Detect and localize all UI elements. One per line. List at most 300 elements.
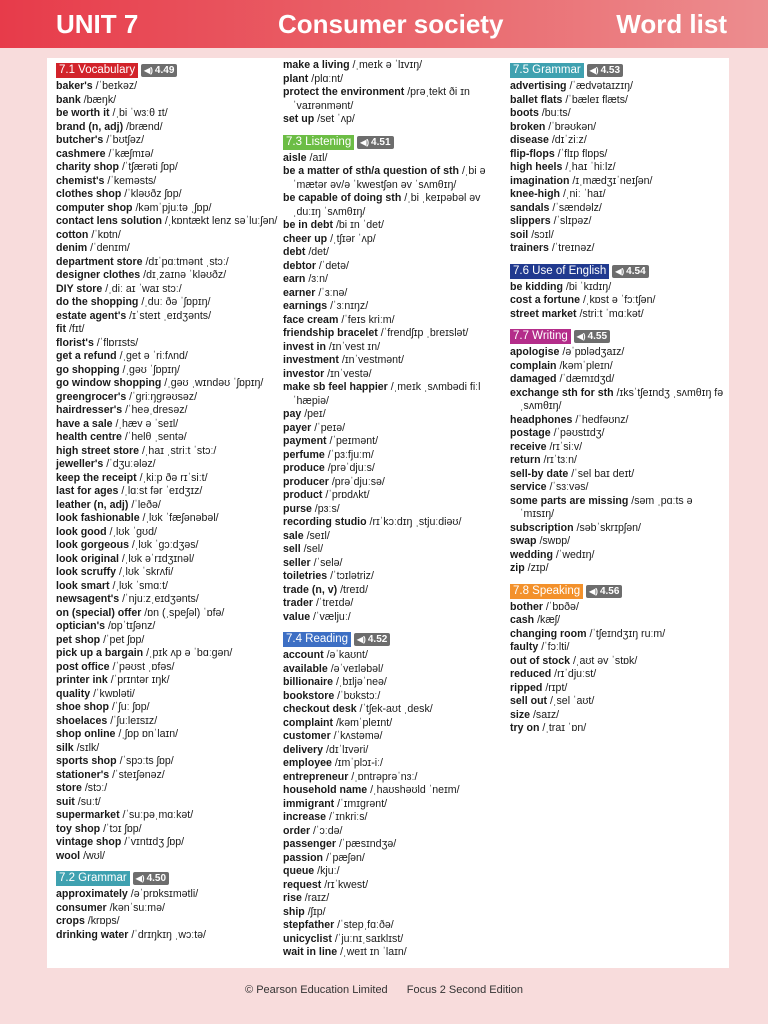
word-entry	[56, 431, 281, 445]
section-header	[510, 63, 725, 78]
section-header	[283, 632, 508, 647]
pronunciation: /bæŋk/	[80, 93, 117, 106]
word-entry	[283, 570, 508, 584]
word: high heels	[510, 161, 563, 173]
word: earn	[283, 273, 306, 285]
word-entry	[56, 607, 281, 621]
speaker-icon: ◀)	[135, 874, 145, 883]
word-entry	[56, 769, 281, 783]
column-2	[283, 58, 508, 968]
word: have a sale	[56, 417, 113, 430]
pronunciation: /ɒpˈtɪʃənz/	[105, 620, 156, 632]
word: order	[283, 824, 311, 837]
word-entry	[283, 933, 508, 947]
word: household name	[283, 784, 368, 796]
audio-track-badge[interactable]	[133, 872, 169, 885]
word-entry	[283, 879, 508, 893]
word-entry	[283, 516, 508, 530]
pronunciation: /fɪt/	[66, 323, 85, 335]
pronunciation: /ˈtʃek-aʊt ˌdesk/	[356, 703, 433, 715]
word-entry	[510, 655, 725, 669]
section-label: 7.1 Vocabulary	[56, 63, 138, 78]
word-entry	[283, 113, 508, 127]
word-entry	[510, 549, 725, 563]
word: silk	[56, 741, 74, 754]
pronunciation: /ˌbi ˌkeɪpəbəl əv ˌduːɪŋ ˈsʌmθɪŋ/	[293, 192, 481, 218]
pronunciation: /ɪˌmædʒɪˈneɪʃən/	[569, 174, 653, 187]
pronunciation: /ˌlʊk ˈgɔːdʒəs/	[128, 539, 199, 551]
pronunciation: /sɪlk/	[73, 741, 100, 754]
word-entry	[283, 838, 508, 852]
pronunciation: /buːts/	[538, 107, 571, 119]
word: go window shopping	[56, 377, 162, 389]
word-entry	[283, 744, 508, 758]
word: payer	[283, 421, 312, 434]
word: computer shop	[56, 201, 133, 214]
word-entry	[283, 798, 508, 812]
pronunciation: /ˈfɔːlti/	[538, 641, 570, 653]
word-entry	[510, 242, 725, 256]
pronunciation: /ˈtreɪdə/	[313, 597, 354, 609]
pronunciation: /ˈselə/	[310, 556, 343, 569]
word-entry	[283, 717, 508, 731]
word-entry	[56, 634, 281, 648]
pronunciation: /rɪˈtɜːn/	[540, 454, 577, 466]
pronunciation: /ˌkɒst ə ˈfɔːtʃən/	[580, 294, 656, 306]
pronunciation: /ˈprɒdʌkt/	[322, 489, 370, 501]
word: knee-high	[510, 188, 561, 200]
word: protect the environment	[283, 86, 405, 98]
word-entry	[283, 892, 508, 906]
word-entry	[510, 709, 725, 723]
word-entry	[283, 611, 508, 625]
pronunciation: /dɪˈlɪvəri/	[323, 743, 369, 756]
pronunciation: /ˈpeɪə/	[311, 421, 346, 434]
word: bank	[56, 93, 81, 106]
word-entry	[56, 458, 281, 472]
word-entry	[56, 283, 281, 297]
speaker-icon: ◀)	[357, 635, 366, 644]
word: wedding	[510, 548, 553, 561]
pronunciation: /ˈʃuːleɪsɪz/	[107, 714, 158, 727]
audio-track-badge[interactable]	[357, 136, 393, 149]
audio-track-badge[interactable]	[612, 265, 648, 278]
audio-track-badge[interactable]	[586, 585, 622, 598]
pronunciation: /ˈsændəlz/	[549, 201, 602, 214]
pronunciation: /ˌlʊk əˈrɪdʒɪnəl/	[118, 552, 195, 565]
word: produce	[283, 462, 325, 474]
pronunciation: /ˈpɜːfjuːm/	[324, 448, 374, 461]
word: passion	[283, 851, 324, 864]
word-entry	[510, 495, 725, 522]
word: boots	[510, 107, 539, 119]
audio-track-badge[interactable]	[354, 633, 390, 646]
word: disease	[510, 134, 549, 146]
pronunciation: /ˌtraɪ ˈɒn/	[539, 722, 587, 734]
word-entry	[56, 674, 281, 688]
section-header	[283, 135, 508, 150]
section-header	[56, 63, 281, 78]
word-entry	[510, 107, 725, 121]
word: employee	[283, 757, 332, 769]
page-header	[0, 0, 768, 48]
section-header	[510, 329, 725, 344]
word-entry	[56, 337, 281, 351]
word-entry	[56, 364, 281, 378]
section-useofenglish	[510, 264, 725, 322]
pronunciation: /ˌtʃɪər ˈʌp/	[327, 232, 376, 245]
word-entry	[56, 215, 281, 229]
word: checkout desk	[283, 703, 357, 715]
word: delivery	[283, 743, 324, 756]
word: investor	[283, 367, 325, 380]
word-entry	[56, 888, 281, 902]
word-entry	[283, 314, 508, 328]
word-entry	[510, 80, 725, 94]
pronunciation: /ˌhaɪ ˌstriːt ˈstɔː/	[139, 444, 217, 457]
pronunciation: /ɪmˈplɔɪ-iː/	[331, 757, 383, 769]
word-entry	[510, 641, 725, 655]
pronunciation: /swɒp/	[536, 535, 571, 547]
pronunciation: /bi ˈkɪdɪŋ/	[562, 280, 612, 293]
pronunciation: /əˈveɪləbəl/	[327, 662, 384, 675]
word: trainers	[510, 242, 549, 254]
word-entry	[56, 377, 281, 391]
word: damaged	[510, 373, 557, 385]
audio-track-badge[interactable]	[587, 64, 623, 77]
word: high street store	[56, 444, 140, 457]
word: cashmere	[56, 147, 106, 160]
pronunciation: /ˈbeɪkəz/	[92, 80, 138, 92]
word: advertising	[510, 80, 567, 92]
pronunciation: /ˈdetə/	[315, 259, 349, 272]
pronunciation: /ˈkɒtn/	[88, 228, 121, 241]
word: earner	[283, 286, 316, 299]
pronunciation: /ˈɪmɪgrənt/	[334, 797, 388, 810]
word: florist's	[56, 336, 94, 349]
word-entry	[510, 202, 725, 216]
pronunciation: /det/	[305, 246, 329, 258]
pronunciation: /ˈbrəʊkən/	[545, 120, 597, 133]
word-entry	[283, 663, 508, 677]
pronunciation: /ˈsteɪʃənəz/	[109, 768, 165, 781]
pronunciation: /ˌpɪk ʌp ə ˈbɑːgən/	[143, 647, 233, 659]
pronunciation: /kæʃ/	[534, 614, 561, 626]
pronunciation: /ˈnjuːzˌeɪdʒənts/	[119, 593, 199, 605]
word: faulty	[510, 641, 539, 653]
speaker-icon: ◀)	[576, 332, 586, 341]
pronunciation: /prəˌtekt ði ɪnˈvaɪrənmənt/	[293, 86, 470, 112]
word: be kidding	[510, 280, 563, 293]
word: supermarket	[56, 809, 120, 821]
word: apologise	[510, 346, 560, 358]
word: jeweller's	[56, 458, 104, 470]
word: soil	[510, 228, 529, 241]
audio-track-number: 4.53	[600, 65, 621, 76]
word: be capable of doing sth	[283, 192, 402, 204]
word-entry	[283, 287, 508, 301]
word-entry	[283, 435, 508, 449]
word: earnings	[283, 300, 328, 312]
word-entry	[283, 233, 508, 247]
word-entry	[283, 300, 508, 314]
word: imagination	[510, 174, 570, 187]
pronunciation: /suːt/	[74, 795, 101, 808]
word-entry	[510, 414, 725, 428]
audio-track-number: 4.50	[146, 873, 167, 884]
word: clothes shop	[56, 188, 122, 200]
word: stepfather	[283, 919, 335, 931]
word-entry	[510, 229, 725, 243]
word-entry	[283, 192, 508, 219]
word: ripped	[510, 681, 543, 694]
word-entry	[56, 728, 281, 742]
pronunciation: /ˌlʊk ˈskrʌfi/	[116, 566, 174, 578]
pronunciation: /ˈkʌstəmə/	[330, 730, 383, 742]
word: wool	[56, 849, 81, 862]
word: be worth it	[56, 107, 110, 119]
section-reading	[283, 632, 508, 960]
word: get a refund	[56, 350, 117, 362]
word: slippers	[510, 215, 551, 227]
word-entry	[283, 690, 508, 704]
word-entry	[56, 915, 281, 929]
word-entry	[283, 246, 508, 260]
pronunciation: /ˈtʃærəti ʃɒp/	[119, 161, 178, 173]
word: broken	[510, 120, 546, 133]
word: toy shop	[56, 822, 101, 835]
word: available	[283, 662, 328, 675]
section-grammar75	[510, 63, 725, 256]
pronunciation: /dɪˌzaɪnə ˈkləʊðz/	[140, 269, 227, 281]
word: complaint	[283, 716, 334, 729]
word-entry	[56, 148, 281, 162]
pronunciation: /ˈkeməsts/	[104, 174, 157, 187]
word-entry	[56, 485, 281, 499]
word-entry	[283, 503, 508, 517]
word: look scruffy	[56, 566, 117, 578]
word: denim	[56, 242, 88, 254]
pronunciation: /ɜːn/	[305, 273, 328, 285]
word: receive	[510, 440, 547, 453]
pronunciation: /ˈpæʃən/	[323, 851, 365, 864]
word-entry	[283, 703, 508, 717]
word: sell	[283, 543, 301, 555]
word-entry	[510, 215, 725, 229]
unit-title: Consumer society	[278, 9, 504, 39]
word-entry	[56, 850, 281, 864]
word: approximately	[56, 888, 128, 900]
word: product	[283, 489, 323, 501]
pronunciation: /kəmˈpleɪnt/	[333, 716, 393, 729]
section-listening	[283, 135, 508, 625]
word-entry	[56, 661, 281, 675]
pronunciation: /ˈpəʊstɪdʒ/	[550, 427, 605, 439]
speaker-icon: ◀)	[589, 66, 599, 75]
word: shop online	[56, 728, 116, 740]
pronunciation: /ʃɪp/	[304, 905, 326, 918]
pronunciation: /ˈhelθ ˌsentə/	[121, 431, 187, 443]
word-entry	[56, 121, 281, 135]
word-entry	[510, 695, 725, 709]
pronunciation: /ˌbi ə ˈmætər əv/ə ˈkwestʃən əv ˈsʌmθɪŋ/	[293, 165, 486, 191]
word-entry	[283, 489, 508, 503]
word: health centre	[56, 431, 122, 443]
word: complain	[510, 359, 557, 372]
word: out of stock	[510, 654, 571, 667]
pronunciation: /ˈwedɪŋ/	[552, 548, 595, 561]
word: look good	[56, 525, 107, 538]
pronunciation: /aɪl/	[306, 151, 328, 164]
word: investment	[283, 354, 339, 366]
word: vintage shop	[56, 836, 122, 848]
word: drinking water	[56, 928, 129, 941]
word-entry	[56, 809, 281, 823]
word-entry	[510, 562, 725, 576]
word-entry	[283, 811, 508, 825]
word-entry	[510, 175, 725, 189]
word-entry	[56, 269, 281, 283]
word-entry	[510, 668, 725, 682]
word: cash	[510, 614, 535, 626]
word-entry	[56, 310, 281, 324]
word: on (special) offer	[56, 606, 142, 619]
word-entry	[283, 784, 508, 798]
pronunciation: /ˈkæʃmɪə/	[105, 147, 154, 160]
word-entry	[510, 535, 725, 549]
word-entry	[283, 597, 508, 611]
word: sell out	[510, 695, 548, 707]
word: billionaire	[283, 676, 334, 688]
word: ballet flats	[510, 93, 563, 106]
word: charity shop	[56, 161, 119, 173]
word: chemist's	[56, 174, 105, 187]
pronunciation: /zɪp/	[524, 562, 549, 574]
word-entry	[283, 919, 508, 933]
pronunciation: /ˈpet ʃɒp/	[100, 633, 145, 646]
word-entry	[56, 796, 281, 810]
section-header	[510, 264, 725, 279]
pronunciation: /ˌkɒntækt lenz səˈluːʃən/	[161, 215, 278, 227]
pronunciation: /rɪˈkwest/	[321, 878, 369, 891]
word-entry	[510, 441, 725, 455]
word: cotton	[56, 228, 89, 241]
pronunciation: /ˈpeɪmənt/	[326, 435, 379, 447]
section-vocab	[56, 63, 281, 863]
word-entry	[283, 381, 508, 408]
word-entry	[283, 906, 508, 920]
word: look fashionable	[56, 512, 140, 524]
word: set up	[283, 113, 315, 125]
pronunciation: /ˈjuːnɪˌsaɪklɪst/	[331, 932, 404, 945]
pronunciation: /ˈtɔɪ ʃɒp/	[100, 822, 142, 835]
pronunciation: /krɒps/	[84, 915, 120, 927]
word-entry	[283, 327, 508, 341]
word: make a living	[283, 59, 350, 71]
word-entry	[56, 742, 281, 756]
unit-number: UNIT 7	[56, 9, 139, 39]
word: stationer's	[56, 768, 110, 781]
pronunciation: /set ˈʌp/	[314, 113, 355, 125]
pronunciation: /ˌhaʊshəʊld ˈneɪm/	[367, 784, 460, 796]
word: exchange sth for sth	[510, 386, 614, 399]
word: purse	[283, 502, 312, 515]
word: cost a fortune	[510, 294, 581, 306]
word: debtor	[283, 259, 316, 272]
pronunciation: /ˌget ə ˈriːfʌnd/	[116, 350, 188, 362]
word: queue	[283, 865, 315, 877]
word: post office	[56, 660, 110, 673]
word-entry	[283, 771, 508, 785]
word: be a matter of sth/a question of sth	[283, 165, 459, 177]
pronunciation: /ˌlʊk ˈsmɑːt/	[109, 579, 168, 592]
speaker-icon: ◀)	[144, 66, 153, 75]
section-grammar72	[56, 871, 281, 942]
pronunciation: /saɪz/	[530, 708, 560, 721]
word-entry	[56, 404, 281, 418]
word: optician's	[56, 620, 106, 632]
word: recording studio	[283, 516, 367, 528]
pronunciation: /ˈɜːnɪŋz/	[327, 300, 369, 312]
pronunciation: /ˈɪnkriːs/	[326, 811, 368, 823]
pronunciation: /ˈvæljuː/	[310, 610, 351, 623]
speaker-icon: ◀)	[589, 586, 598, 596]
word: subscription	[510, 521, 574, 534]
section-header	[56, 871, 281, 886]
word: department store	[56, 255, 143, 268]
pronunciation: /wʊl/	[80, 849, 105, 862]
word-entry	[283, 152, 508, 166]
pronunciation: /ˈbʊtʃəz/	[103, 134, 145, 146]
audio-track-badge[interactable]	[141, 64, 177, 77]
word-entry	[283, 757, 508, 771]
pronunciation: /ˌhæv ə ˈseɪl/	[112, 417, 179, 430]
pronunciation: /ˈpæsɪndʒə/	[336, 838, 397, 850]
word-entry	[56, 512, 281, 526]
pronunciation: /ˈdæmɪdʒd/	[556, 373, 615, 385]
word-entry	[283, 86, 508, 113]
word-entry	[56, 620, 281, 634]
word: greengrocer's	[56, 390, 127, 403]
pronunciation: /ˌgəʊ ˌwɪndəʊ ˈʃɒpɪŋ/	[161, 377, 264, 389]
word-entry	[56, 350, 281, 364]
word-entry	[510, 373, 725, 387]
pronunciation: /kəmˈpleɪn/	[556, 359, 613, 372]
word: quality	[56, 687, 91, 700]
word-entry	[510, 188, 725, 202]
word-entry	[510, 161, 725, 175]
pronunciation: /pɜːs/	[311, 502, 340, 515]
word-entry	[510, 628, 725, 642]
word-entry	[56, 229, 281, 243]
pronunciation: /ˌmeɪk ˌsʌmbədi fiːl ˈhæpiə/	[293, 381, 481, 407]
word: swap	[510, 535, 537, 547]
word-entry	[56, 445, 281, 459]
pronunciation: /ˌaʊt əv ˈstɒk/	[570, 654, 638, 667]
word: look original	[56, 552, 119, 565]
word: rise	[283, 892, 302, 904]
pronunciation: /treɪd/	[337, 583, 369, 596]
audio-track-badge[interactable]	[574, 330, 610, 343]
word-entry	[56, 580, 281, 594]
pronunciation: /dɪˈziːz/	[548, 134, 587, 146]
word-entry	[56, 499, 281, 513]
section-header	[510, 584, 725, 599]
pronunciation: /kjuː/	[314, 865, 340, 877]
word: sandals	[510, 201, 550, 214]
pronunciation: /ˌlɑːst fər ˈeɪdʒɪz/	[118, 485, 203, 497]
word-entry	[56, 688, 281, 702]
